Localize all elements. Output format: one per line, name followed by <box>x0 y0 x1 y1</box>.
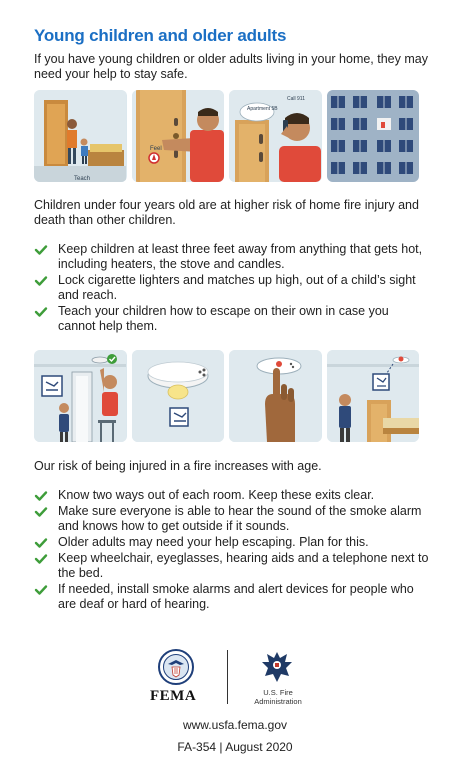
list-item-text: Older adults may need your help escaping. Plan for this. <box>58 535 369 549</box>
illustration-building <box>327 90 420 182</box>
check-icon <box>34 305 48 319</box>
list-item <box>34 551 429 581</box>
page-title: Young children and older adults <box>34 26 287 45</box>
age-risk-text: Our risk of being injured in a fire increases with age. <box>34 459 322 473</box>
illustration-teach <box>34 90 127 182</box>
usfa-eagle-icon <box>259 648 295 688</box>
list-item <box>34 273 429 303</box>
illustration-call-911 <box>229 90 322 182</box>
list-item-text: Keep children at least three feet away from anything that gets hot, including heaters, the stove and candles. <box>58 242 423 271</box>
list-item <box>34 504 429 534</box>
call-911-label: Call 911 <box>287 96 305 102</box>
list-item-text: Keep wheelchair, eyeglasses, hearing aids and a telephone next to the bed. <box>58 551 429 580</box>
children-tips-list <box>34 242 429 335</box>
illustration-test-alarm <box>229 350 322 442</box>
illustration-install-alarm <box>34 350 127 442</box>
check-icon <box>34 274 48 288</box>
list-item-text: Make sure everyone is able to hear the sound of the smoke alarm and knows how to get outside if it sounds. <box>58 504 422 533</box>
check-icon <box>34 243 48 257</box>
list-item-text: Teach your children how to escape on their own in case you cannot help them. <box>58 304 389 333</box>
fema-wordmark: FEMA <box>150 688 197 704</box>
publication-number: FA-354 | August 2020 <box>177 740 293 754</box>
list-item <box>34 535 429 550</box>
website-url: www.usfa.fema.gov <box>182 718 288 732</box>
list-item-text: If needed, install smoke alarms and alert devices for people who are deaf or hard of hearing. <box>58 582 414 611</box>
feel-label: Feel <box>149 146 162 152</box>
check-icon <box>34 583 48 597</box>
illustration-row-children <box>34 90 419 182</box>
illustration-feel-door <box>132 90 225 182</box>
illustration-row-older-adults <box>34 350 419 442</box>
teach-label: Teach <box>74 176 91 182</box>
check-icon <box>34 536 48 550</box>
list-item-text: Lock cigarette lighters and matches up high, out of a child’s sight and reach. <box>58 273 416 302</box>
check-icon <box>34 552 48 566</box>
apartment-label: Apartment 5B <box>247 106 278 112</box>
children-risk-text: Children under four years old are at higher risk of home fire injury and death than other children. <box>34 198 419 227</box>
usfa-wordmark: U.S. Fire Administration <box>254 688 302 706</box>
list-item-text: Know two ways out of each room. Keep these exits clear. <box>58 488 375 502</box>
list-item <box>34 242 429 272</box>
footer-logos <box>150 648 320 706</box>
dhs-seal-icon <box>156 648 196 686</box>
check-icon <box>34 505 48 519</box>
check-icon <box>34 489 48 503</box>
illustration-bedroom-alarm <box>327 350 420 442</box>
older-adult-tips-list <box>34 488 429 613</box>
illustration-strobe-alarm <box>132 350 225 442</box>
logo-divider <box>227 650 228 704</box>
list-item <box>34 488 429 503</box>
intro-text: If you have young children or older adults living in your home, they may need your help to stay safe. <box>34 52 428 81</box>
list-item <box>34 304 429 334</box>
list-item <box>34 582 429 612</box>
